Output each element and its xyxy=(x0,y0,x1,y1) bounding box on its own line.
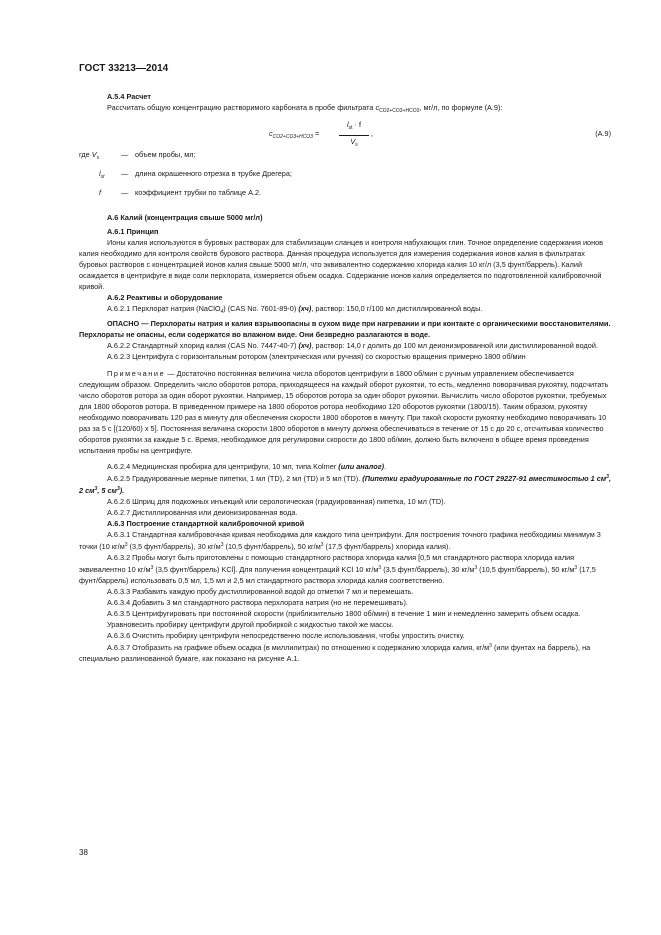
note-label: Примечание xyxy=(107,369,166,378)
paragraph-a54: Рассчитать общую концентрацию растворимого карбоната в пробе фильтрата $c_{CO2+CO3+HCO3}$, мг/л, по формуле (А.9): xyxy=(107,103,503,114)
note-paragraph: Примечание — Достаточно постоянная величина числа оборотов центрифуги в 1800 об/мин с ручным управлением обеспечивается следующим образом. Определить число оборотов ротора, приходящееся на каждый оборот рукоятки, то есть, медленно поворачивая рукоятку, подсчитать число оборотов ротора за один оборот рукоятки. Например, 15 оборотов ротора за один оборот рукоятки. Вычислить число оборотов рукоятки, требуемых для 1800 оборотов ротора. В приведенном примере на 1800 оборотов ротора необходимо 120 оборотов рукоятки (1800/15). Таким образом, рукоятку необходимо поворачивать 120 раз в минуту для обеспечения скорости 1800 оборотов в минуту. При такой скорости рукоятку необходимо поворачивать 10 раз за 5 с [(120/60) x 5]. Постоянная величина скорости 1800 оборотов в минуту должна обеспечиваться в течение от 15 с до 20 с, отсчитывая количество оборотов рукоятки за каждые 5 с. Время, необходимое для регулировки скорости до 1800 об/мин, должно быть включено в общее время проведения испытания пробы на центрифуге. xyxy=(79,369,609,455)
page-body xyxy=(79,91,611,664)
formula-numerator: $l_{st} \cdot f$ xyxy=(339,119,369,136)
paragraph-a631: А.6.3.1 Стандартная калибровочная кривая необходима для каждого типа центрифуги. Для построения точного графика необходимы минимум 3 точки (10 $кг/м^3$ (3,5 фунт/баррель), 30 $кг/м^3$ (10,5 фунт/баррель), 50 $кг/м^3$ (17,5 фунт/баррель) хлорида калия). xyxy=(79,530,601,551)
legend-item: $l_{st}$ — длина окрашенного отрезка в трубке Дрегера; xyxy=(99,169,292,180)
legend-item: f — коэффициент трубки по таблице А.2. xyxy=(99,188,262,197)
paragraph-a621: А.6.2.1 Перхлорат натрия (NaClO$_4$) (CAS No. 7601-89-0) (хч), раствор: 150,0 г/100 мл дистиллированной воды. xyxy=(107,304,483,315)
section-a63-title: А.6.3 Построение стандартной калибровочной кривой xyxy=(107,519,305,528)
page-number: 38 xyxy=(79,848,88,857)
formula-number: (A.9) xyxy=(595,129,611,138)
formula-fraction xyxy=(339,119,369,151)
paragraph-a632: А.6.3.2 Пробы могут быть приготовлены с помощью стандартного раствора хлорида калия [0,5 мл стандартного раствора хлорида калия эквивалентно 10 $кг/м^3$ (3,5 фунт/баррель) KCl]. Для получения концентраций KCl 10 $кг/м^3$ (3,5 фунт/баррель), 30 $кг/м^3$ (10,5 фунт/баррель), 50 $кг/м^3$ (17,5 фунт/баррель) использовать 0,5 мл, 1,5 мл и 2,5 мл стандартного раствора хлорида калия соответственно. xyxy=(79,553,596,585)
paragraph-a636: А.6.3.6 Очистить пробирку центрифуги непосредственно после использования, чтобы упростить очистку. xyxy=(107,631,465,640)
paragraph-a625: А.6.2.5 Градуированные мерные пипетки, 1 мл (TD), 2 мл (TD) и 5 мл (TD). (Пипетки градуированные по ГОСТ 29227-91 вместимостью 1 $см^3$, 2 $см^3$, 5 $см^3$). xyxy=(79,474,611,495)
danger-warning: ОПАСНО — Перхлораты натрия и калия взрывоопасны в сухом виде при нагревании и при контакте с органическими восстановителями. Перхлораты не опасны, если содержатся во влажном виде. Они безвредно разлагаются в воде. xyxy=(79,319,611,339)
section-a61-title: А.6.1 Принцип xyxy=(107,227,159,236)
paragraph-a622: А.6.2.2 Стандартный хлорид калия (CAS No. 7447-40-7) (хч), раствор: 14,0 г долить до 100 мл деионизированной или дистиллированной водой. xyxy=(107,341,598,350)
paragraph-a623: А.6.2.3 Центрифуга с горизонтальным ротором (электрическая или ручная) со скоростью вращения примерно 1800 об/мин xyxy=(107,352,526,361)
paragraph-a635: А.6.3.5 Центрифугировать при постоянной скорости (приблизительно 1800 об/мин) в течение 1 мин и немедленно замерить объем осадка. xyxy=(107,609,581,618)
paragraph-a61: Ионы калия используются в буровых растворах для стабилизации сланцев и контроля набухающих глин. Точное определение содержания ионов калия необходимо для контроля свойств бурового раствора. Данная процедура используется для измерения содержания ионов калия в фильтратах буровых растворов с концентрацией ионов калия свыше 5000 мг/л, что эквивалентно содержанию хлорида калия 10 кг/л (3,5 фунт/баррель). Калий осаждается в центрифуге в виде соли перхлората, измеряется объем осадка. Содержание ионов калия определяется по подготовленной калибровочной кривой. xyxy=(79,238,604,291)
paragraph-a626: А.6.2.6 Шприц для подкожных инъекций или серологическая (градуированная) пипетка, 10 мл (TD). xyxy=(107,497,446,506)
formula-lhs: $c_{CO2+CO3+HCO3}$ = xyxy=(269,129,320,140)
section-a54-title: А.5.4 Расчет xyxy=(107,92,151,101)
paragraph-a624: А.6.2.4 Медицинская пробирка для центрифуги, 10 мл, типа Kolmer (или аналог). xyxy=(107,462,387,471)
section-a62-title: А.6.2 Реактивы и оборудование xyxy=(107,293,223,302)
paragraph-balance: Уравновесить пробирку центрифуги другой пробиркой с жидкостью такой же массы. xyxy=(107,620,394,629)
paragraph-a627: А.6.2.7 Дистиллированная или деионизированная вода. xyxy=(107,508,298,517)
formula-denominator: $V_s$ xyxy=(350,137,358,148)
formula-a9: $c_{CO2+CO3+HCO3}$ = $l_{st} \cdot f$ $V_s$ , (A.9) xyxy=(79,119,611,149)
paragraph-a634: А.6.3.4 Добавить 3 мл стандартного раствора перхлората натрия (но не перемешивать). xyxy=(107,598,408,607)
paragraph-a633: А.6.3.3 Разбавить каждую пробу дистиллированной водой до отметки 7 мл и перемешать. xyxy=(107,587,414,596)
document-header: ГОСТ 33213—2014 xyxy=(79,63,169,74)
section-a6-title: А.6 Калий (концентрация свыше 5000 мг/л) xyxy=(107,213,263,222)
legend-item: где $V_s$ — объем пробы, мл; xyxy=(79,150,196,161)
formula-legend xyxy=(79,149,611,198)
paragraph-a637: А.6.3.7 Отобразить на графике объем осадка (в миллилитрах) по отношению к содержанию хлорида калия, $кг/м^3$ (или фунтах на баррель), на специально разлинованной бумаге, как показано на рисунке А.1. xyxy=(79,643,591,663)
